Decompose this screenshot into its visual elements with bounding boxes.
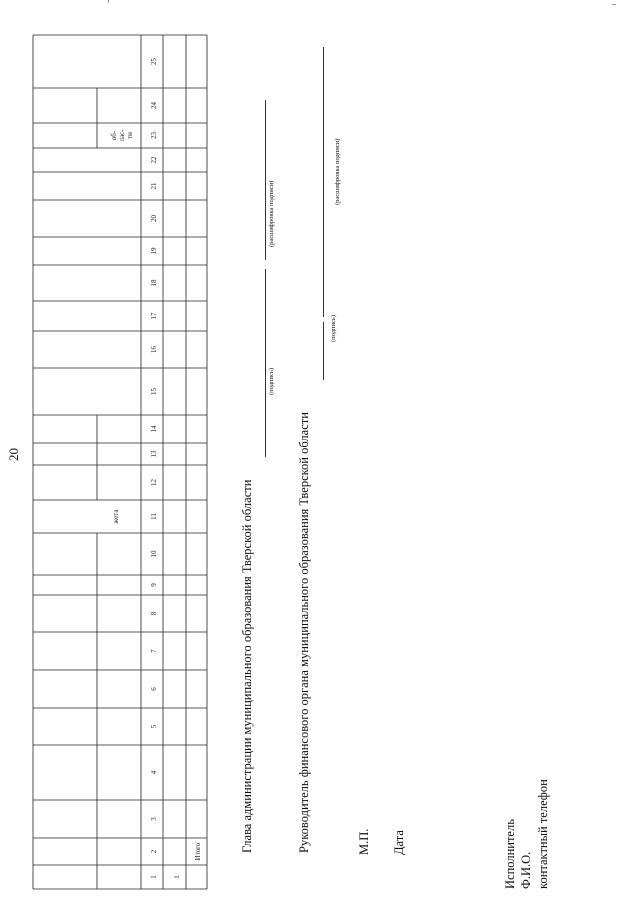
stamp-label: М.П. [357,828,371,855]
column-number: 8 [150,611,158,616]
column-number: 16 [150,346,158,353]
header-fragment: ти [126,132,134,139]
column-number: 25 [150,58,158,65]
date-label: Дата [392,830,406,855]
column-number: 24 [150,102,158,109]
column-number: 10 [150,550,158,558]
column-number: 18 [150,279,158,287]
column-number: 3 [150,817,158,821]
column-number: 7 [150,649,158,653]
column-number: 2 [150,849,158,854]
column-number: 4 [150,770,158,775]
header-fragment: об- [110,130,118,141]
executor-name-label: Ф.И.О. [519,851,533,889]
executor-label: Исполнитель [503,819,517,889]
column-number: 14 [150,425,158,433]
finance-decoding-caption: (расшифровка подписи) [334,138,341,205]
finance-signature-title: Руководитель финансового органа муниципального образования Тверской области [297,412,311,853]
column-number: 19 [150,247,158,255]
head-signature-caption: (подпись) [268,368,275,395]
finance-signature-caption: (подпись) [330,315,337,342]
scan-mark [612,4,616,5]
column-number: 13 [150,450,158,458]
column-number: 6 [150,687,158,691]
column-number: 1 [150,875,158,879]
head-decoding-line [265,100,266,260]
executor-phone-label: контактный телефон [536,779,550,889]
column-number: 21 [150,182,158,190]
column-number: 15 [150,388,158,395]
column-number: 11 [150,513,158,520]
row-label: Итого [194,842,202,861]
header-fragment: лас- [118,129,126,142]
row-number: 1 [173,875,181,879]
head-signature-title: Глава администрации муниципального образования Тверской области [240,479,254,853]
column-number: 17 [150,312,158,320]
scan-mark [108,0,109,3]
page-number: 20 [6,448,21,461]
column-number: 22 [150,156,158,164]
header-fragment: жета [112,509,120,524]
report-table [0,0,200,905]
finance-decoding-line [323,47,324,317]
finance-signature-line [323,322,324,380]
column-number: 20 [150,215,158,222]
head-signature-line [265,269,266,457]
column-number: 12 [150,479,158,486]
head-decoding-caption: (расшифровка подписи) [268,180,275,247]
column-number: 23 [150,132,158,139]
column-number: 9 [150,583,158,587]
column-number: 5 [150,724,158,729]
